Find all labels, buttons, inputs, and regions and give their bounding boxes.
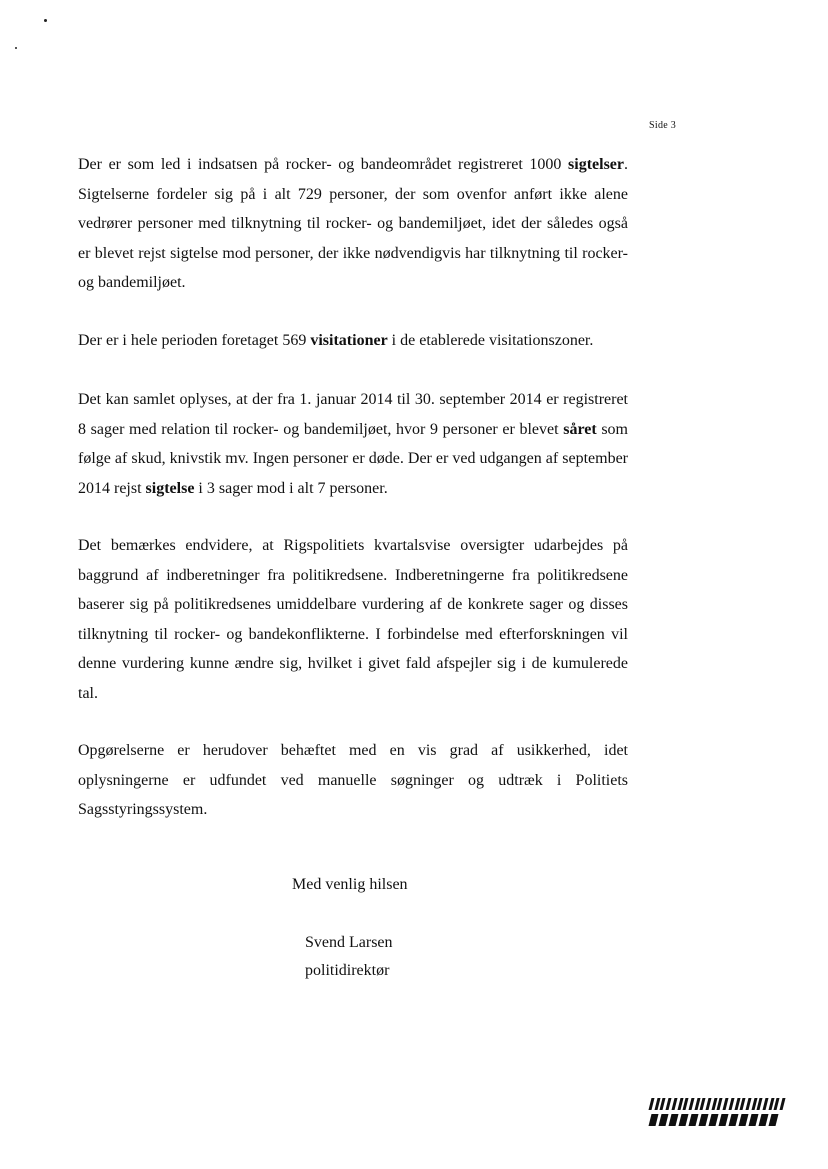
barcode-top-row — [650, 1098, 784, 1110]
paragraph-sager: Det kan samlet oplyses, at der fra 1. januar 2014 til 30. september 2014 er registreret 8 sager med relation til rocker- og bandemiljøet, hvor 9 personer er blevet såret som følge af skud, knivstik mv. Ingen personer er døde. Der er ved udgangen af september 2014 rejst sigtelse i 3 sager mod i alt 7 personer. — [78, 391, 629, 497]
signature-block — [305, 929, 393, 985]
signer-title: politidirektør — [305, 962, 390, 979]
closing-greeting: Med venlig hilsen — [292, 876, 408, 893]
paragraph-usikkerhed: Opgørelserne er herudover behæftet med en vis grad af usikkerhed, idet oplysningerne er udfundet ved manuelle søgninger og udtræk i Politiets Sagsstyringssystem. — [78, 742, 628, 818]
bold-visitationer: visitationer — [310, 331, 388, 349]
barcode — [650, 1098, 784, 1130]
page-number: Side 3 — [649, 120, 677, 131]
paragraph-kvartalsvise: Det bemærkes endvidere, at Rigspolitiets kvartalsvise oversigter udarbejdes på baggrund af indberetninger fra politikredsene. Indberetningerne fra politikredsene baserer sig på politikredsenes umiddelbare vurdering af de konkrete sager og disses tilknytning til rocker- og bandekonflikterne. I forbindelse med efterforskningen vil denne vurdering kunne ændre sig, hvilket i givet fald afspejler sig i de kumulerede tal. — [78, 537, 628, 702]
scan-speck — [15, 47, 17, 49]
signer-name: Svend Larsen — [305, 934, 393, 951]
bold-saaret: såret — [563, 420, 597, 438]
letter-body — [78, 150, 628, 853]
paragraph-visitationer: Der er i hele perioden foretaget 569 visitationer i de etablerede visitationszoner. — [78, 331, 594, 349]
scan-speck — [44, 19, 47, 22]
barcode-bottom-row — [650, 1114, 784, 1126]
bold-sigtelser: sigtelser — [568, 156, 624, 173]
bold-sigtelse: sigtelse — [145, 479, 195, 497]
paragraph-sigtelser: Der er som led i indsatsen på rocker- og bandeområdet registreret 1000 sigtelser. Sigtelserne fordeler sig på i alt 729 personer, der som ovenfor anført ikke alene vedrører personer med tilknytning til rocker- og bandemiljøet, idet der således også er blevet rejst sigtelse mod personer, der ikke nødvendigvis har tilknytning til rocker- og bandemiljøet. — [78, 156, 628, 291]
